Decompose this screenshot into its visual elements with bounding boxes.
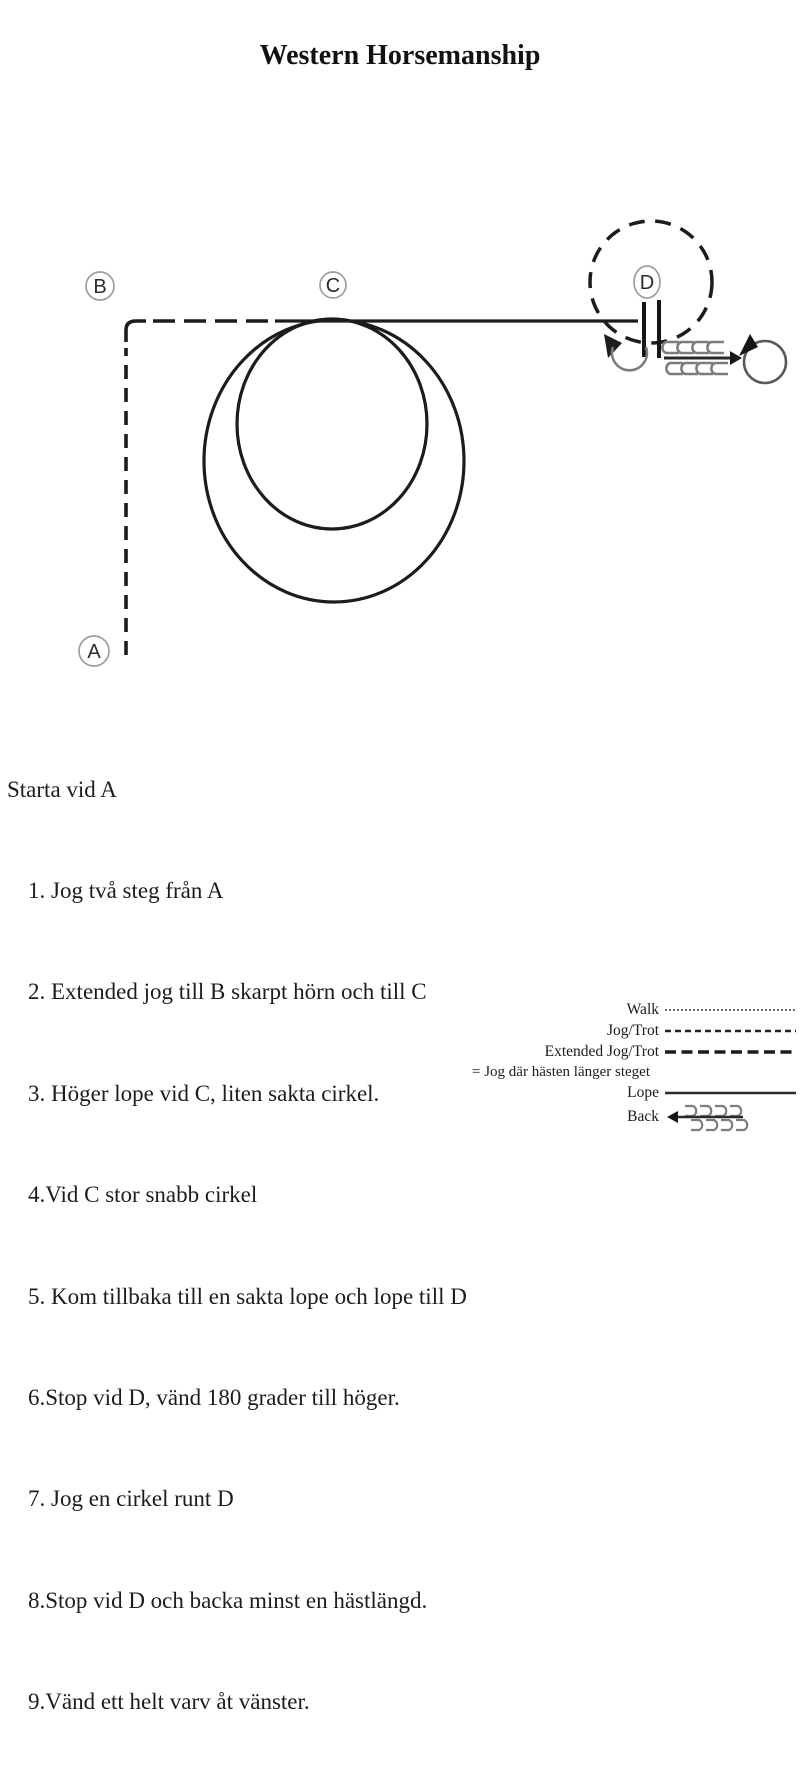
instruction-item: 4.Vid C stor snabb cirkel [28,1182,258,1208]
legend-row-lope [440,1082,796,1103]
full-turn-arrow-icon [739,334,758,356]
marker-a [79,636,109,666]
instruction-item: 3. Höger lope vid C, liten sakta cirkel. [28,1080,380,1106]
instruction-item: 1. Jog två steg från A [28,877,224,903]
half-turn-icon [612,347,647,370]
extended-jog-trot-line-sample [665,1047,796,1057]
walk-line-sample [665,1006,796,1014]
marker-c-label: C [325,275,341,297]
gait-legend [440,999,796,1131]
instruction-item: 7. Jog en cirkel runt D [28,1486,234,1512]
instruction-list [7,705,627,1787]
legend-back-label: Back [627,1108,659,1126]
marker-a-label: A [87,641,101,663]
legend-jog-trot-label: Jog/Trot [607,1021,659,1039]
jog-trot-line-sample [665,1027,796,1035]
legend-extended-jog-trot-label: Extended Jog/Trot [544,1043,659,1061]
instruction-item: 6.Stop vid D, vänd 180 grader till höger. [28,1384,400,1410]
pattern-diagram [0,0,800,710]
legend-extended-note-row [440,1063,796,1082]
legend-lope-label: Lope [627,1083,659,1101]
page-title: Western Horsemanship [259,40,541,71]
legend-row-extended-jog-trot [440,1042,796,1063]
instruction-start: Starta vid A [7,776,117,802]
instruction-item: 2. Extended jog till B skarpt hörn och till C [28,979,427,1005]
small-slow-circle [237,319,427,529]
corner-at-b [126,321,146,342]
instruction-item: 9.Vänd ett helt varv åt vänster. [28,1689,310,1715]
marker-c [320,272,346,298]
legend-row-jog-trot [440,1020,796,1041]
back-symbol-sample [665,1103,796,1131]
instruction-item: 5. Kom tillbaka till en sakta lope och lope till D [28,1283,467,1309]
legend-row-back [440,1103,796,1131]
marker-b [86,272,114,300]
marker-d [634,266,660,298]
back-up-arrow-icon [730,351,742,365]
legend-extended-note: = Jog där hästen länger steget [472,1063,650,1080]
back-left-arrow-icon [667,1111,678,1123]
legend-walk-label: Walk [626,1000,659,1018]
legend-row-walk [440,999,796,1020]
lope-line-sample [665,1089,796,1097]
instruction-item: 8.Stop vid D och backa minst en hästlängd. [28,1587,428,1613]
marker-d-label: D [639,272,655,294]
marker-b-label: B [93,276,107,298]
